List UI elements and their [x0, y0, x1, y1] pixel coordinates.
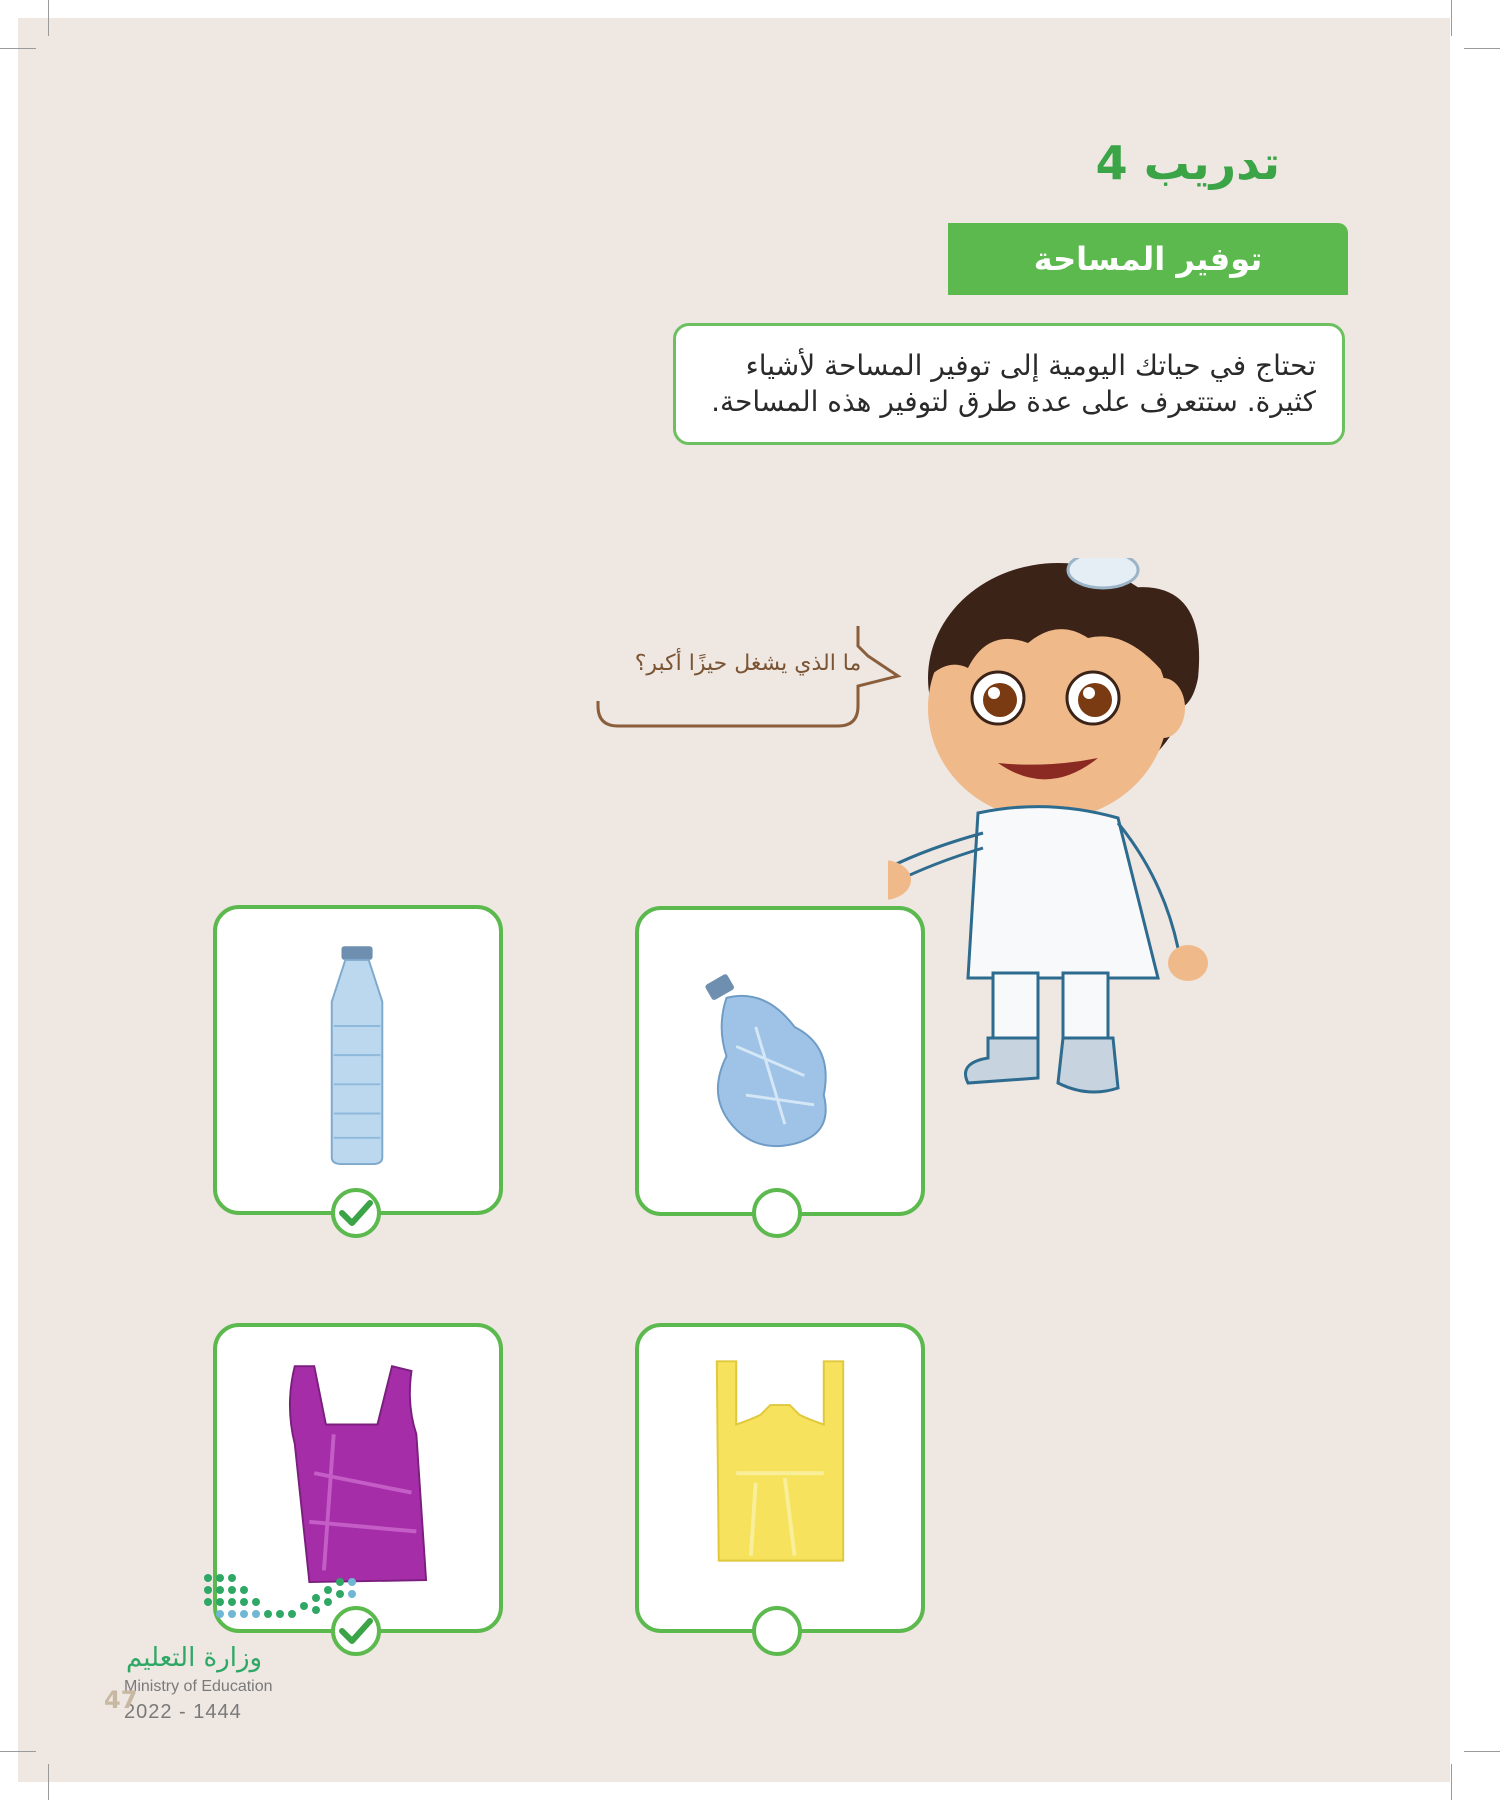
- option-checkbox-crushed-bottle[interactable]: [752, 1188, 802, 1238]
- crop-mark: [48, 0, 49, 36]
- academic-year: 2022 - 1444: [124, 1701, 242, 1723]
- page-number: 47: [104, 1686, 138, 1714]
- option-card-crushed-bottle[interactable]: [635, 906, 925, 1216]
- crop-mark: [1451, 1764, 1452, 1800]
- intro-text-box: [673, 323, 1345, 445]
- speech-bubble-text: ما الذي يشغل حيزًا أكبر؟: [634, 651, 862, 676]
- option-checkbox-yellow-bag[interactable]: [752, 1606, 802, 1656]
- option-checkbox-full-bottle[interactable]: [331, 1188, 381, 1238]
- section-header: [948, 223, 1348, 295]
- yellow-plastic-bag-icon: [639, 1327, 921, 1629]
- intro-text: تحتاج في حياتك اليومية إلى توفير المساحة لأشياء كثيرة. ستتعرف على عدة طرق لتوفير هذه المساحة.: [711, 349, 1316, 418]
- girl-character-icon: [888, 558, 1258, 1098]
- checkmark-icon: [336, 1193, 376, 1233]
- exercise-title: تدريب 4: [1095, 136, 1280, 190]
- option-card-full-bottle[interactable]: [213, 905, 503, 1215]
- plastic-bottle-crushed-icon: [639, 910, 921, 1212]
- crop-mark: [48, 1764, 49, 1800]
- ministry-name-english: Ministry of Education: [124, 1678, 273, 1695]
- plastic-bottle-full-icon: [217, 909, 499, 1211]
- crop-mark: [1464, 48, 1500, 49]
- textbook-page: [18, 18, 1450, 1782]
- crop-mark: [1451, 0, 1452, 36]
- crop-mark: [0, 48, 36, 49]
- crop-mark: [1464, 1751, 1500, 1752]
- option-card-yellow-bag[interactable]: [635, 1323, 925, 1633]
- section-header-label: توفير المساحة: [1033, 240, 1263, 278]
- ministry-name-arabic: وزارة التعليم: [126, 1643, 263, 1673]
- crop-mark: [0, 1751, 36, 1752]
